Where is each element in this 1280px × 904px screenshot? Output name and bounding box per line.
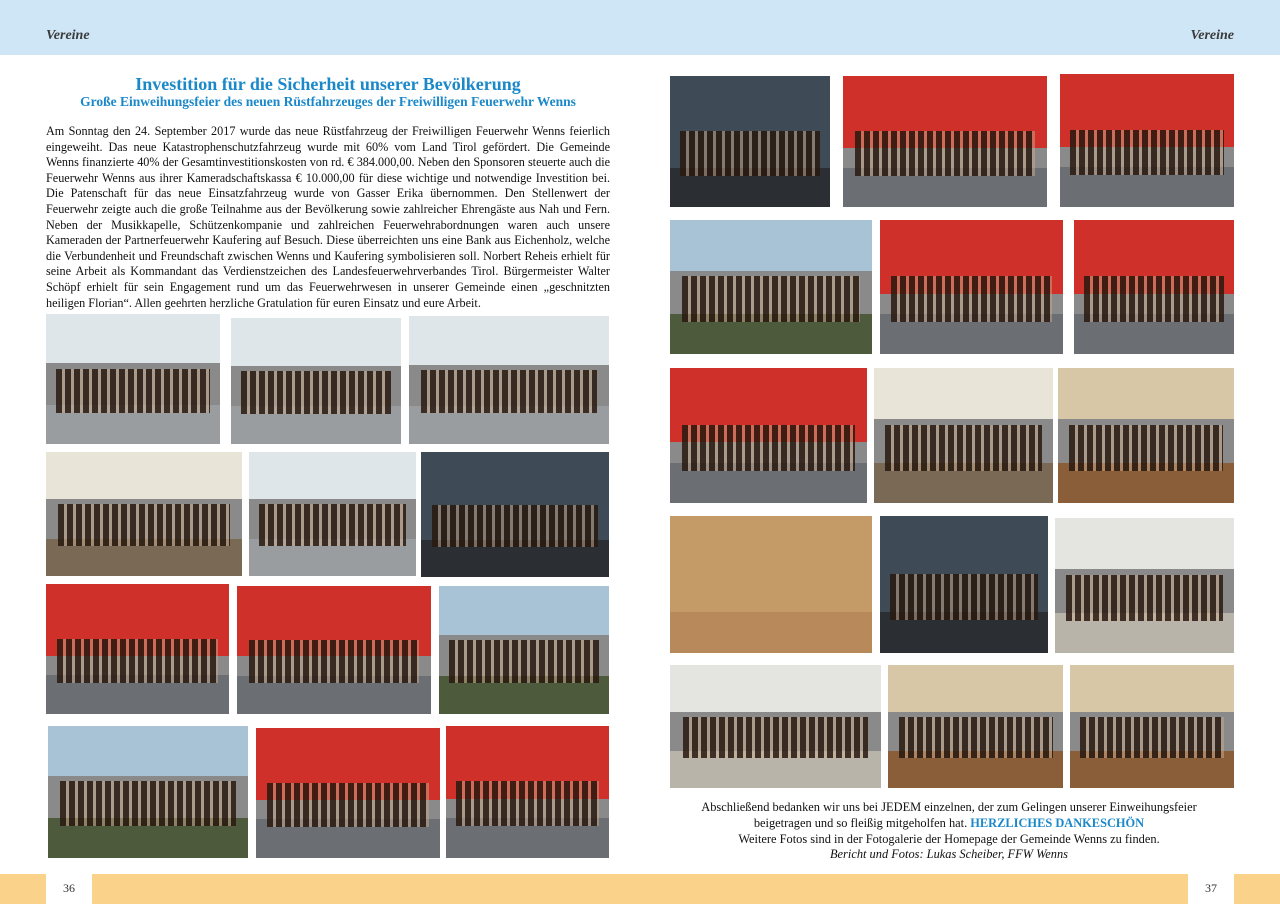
photo-parade-flags [46,314,220,444]
photo-festival-hall [1058,368,1234,503]
photo-florian-gift [880,516,1048,653]
photo-speech [843,76,1047,207]
photo-new-vehicle-lineup [1060,74,1234,207]
closing-line-2 [660,816,1238,832]
closing-text [660,800,1238,863]
closing-line-1: Abschließend bedanken wir uns bei JEDEM einzelnen, der zum Gelingen unserer Einweihungsfeier [701,800,1197,814]
article-subtitle: Große Einweihungsfeier des neuen Rüstfahrzeuges der Freiwilligen Feuerwehr Wenns [80,94,576,109]
photo-group-trucks [880,220,1063,354]
photo-crew-front-trucks [670,368,867,503]
photo-village-parade [249,452,416,576]
photo-oak-bench [670,516,872,653]
photo-feuerwehr-truck-pair [1074,220,1234,354]
photo-station-front [874,368,1053,503]
photo-brass-band [48,726,248,858]
page-number-right: 37 [1188,874,1234,904]
photo-kitchen-helpers [1055,518,1234,653]
photo-handshake [421,452,609,577]
photo-godmother-truck [446,726,609,858]
article-title: Investition für die Sicherheit unserer Bevölkerung [135,74,521,94]
photo-blessing [256,728,440,858]
photo-officials-group [670,220,872,354]
page-number-left: 36 [46,874,92,904]
article-body: Am Sonntag den 24. September 2017 wurde das neue Rüstfahrzeug der Freiwilligen Feuerwehr Wenns feierlich eingeweiht. Das neue Katastrophenschutzfahrzeug wurde mit 60% vom Land Tirol gefördert. Die Gemeinde Wenns finanzierte 40% der Gesamtinvestitionskosten von rd. € 384.000,00. Neben den Sponsoren steuerte auch die Feuerwehr Wenns aus ihrer Kameradschaftskassa € 10.000,00 für diese wichtige und notwendige Investition bei. Die Patenschaft für das neue Einsatzfahrzeug wurde von Gasser Erika übernommen. Den Stellenwert der Feuerwehr zeigte auch die große Teilnahme aus der Bevölkerung sowie zahlreicher Ehrengäste aus Nah und Fern. Neben der Musikkapelle, Schützenkompanie und zahlreichen Feuerwehrabordnungen waren auch unsere Kameraden der Partnerfeuerwehr Kaufering auf Besuch. Diese überreichten uns eine Bank aus Eichenholz, welche die Verbundenheit und Freundschaft zwischen Wenns und Kaufering symbolisieren soll. Norbert Reheis erhielt für seine Arbeit als Kommandant das Verdienstzeichen des Landesfeuerwehrverbandes Tirol. Bürgermeister Walter Schöpf erhielt für sein Engagement rund um das Feuerwehrwesen in unserer Gemeinde einen „geschnitzten heiligen Florian“. Allen geehrten herzliche Gratulation für euren Einsatz und eure Arbeit. [46,124,610,310]
photo-garage-mass [237,586,431,714]
photo-audience-hall [439,586,609,714]
photo-band-crosswalk [409,316,609,444]
photo-station-ceremony [46,584,229,714]
section-label-right: Vereine [1190,28,1234,43]
photo-serving-ladies [1070,665,1234,788]
thanks-highlight: HERZLICHES DANKESCHÖN [970,815,1145,830]
photo-credit: Bericht und Fotos: Lukas Scheiber, FFW Wenns [829,847,1069,862]
header-bar [0,0,1280,55]
closing-line-2-text: beigetragen und so fleißig mitgeholfen hat. [753,815,971,830]
photo-march-street [231,318,401,444]
section-label-left: Vereine [46,28,90,43]
closing-line-3: Weitere Fotos sind in der Fotogalerie der Homepage der Gemeinde Wenns zu finden. [738,831,1160,846]
photo-honored-veterans [670,76,830,207]
photo-kitchen-team [670,665,881,788]
footer-bar [0,874,1280,904]
photo-marching-building [46,452,242,576]
photo-dirndl-trio [888,665,1063,788]
